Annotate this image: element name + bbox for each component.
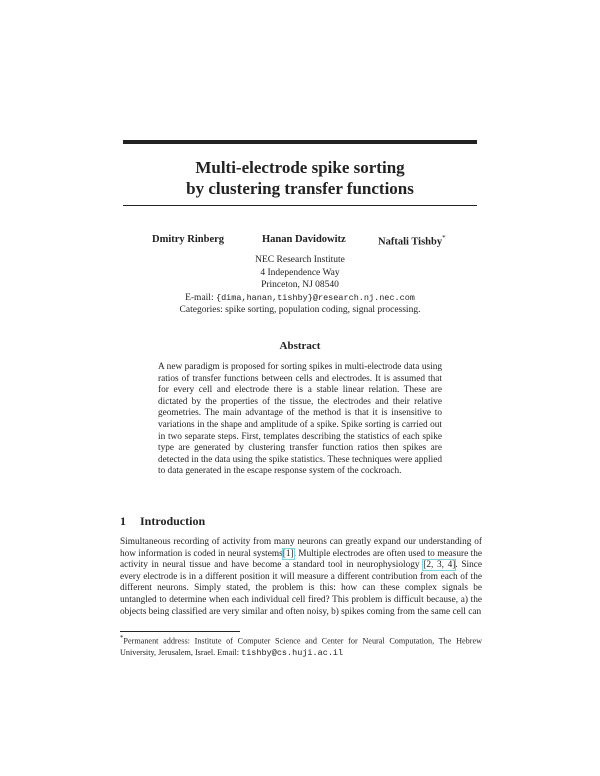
footnote-mark: * <box>120 635 124 642</box>
intro-text-2: . Multiple electrodes are often used to measure the activity in neural tissue and have become a standard tool in neurophysiology <box>120 548 482 571</box>
author-3-name: Naftali Tishby <box>378 236 443 248</box>
author-footnote-mark: * <box>442 234 446 242</box>
abstract-text: A new paradigm is proposed for sorting spikes in multi-electrode data using ratios of transfer functions between cells and electrodes. It is assumed that for every cell and electrode there is a stable linear relation. These are dictated by the properties of the tissue, the electrodes and their relative geometries. The main advantage of the method is that it is insensitive to variations in the shape and amplitude of a spike. Spike sorting is carried out in two separate steps. First, templates describing the statistics of each spike type are generated by clustering transfer function ratios then spikes are detected in the data using the spike statistics. These techniques were applied to data generated in the escape response system of the cockroach. <box>158 362 442 477</box>
affiliation-block <box>120 254 480 317</box>
institute: NEC Research Institute <box>255 255 345 265</box>
section-title: Introduction <box>140 514 206 528</box>
intro-text-1: Simultaneous recording of activity from many neurons can greatly expand our understanding of how information is coded in neural systems <box>120 537 482 559</box>
email-label: E-mail: <box>185 292 214 303</box>
section-number: 1 <box>120 514 126 528</box>
title-rule-bottom <box>123 205 477 206</box>
paper-title <box>100 157 500 199</box>
citation-link-2[interactable]: [2, 3, 4] <box>423 560 456 571</box>
email-line <box>120 292 480 305</box>
footnote <box>120 633 482 659</box>
footnote-email: tishby@cs.huji.ac.il <box>241 647 344 658</box>
section-heading-introduction <box>120 514 205 529</box>
footnote-text: Permanent address: Institute of Computer Science and Center for Neural Computation, The Hebrew University, Jerusalem, Israel. Email: <box>120 636 482 657</box>
author-1: Dmitry Rinberg <box>152 234 225 245</box>
city: Princeton, NJ 08540 <box>261 280 339 290</box>
intro-text-3: . Since every electrode is in a different position it will measure a different contribution from each of the different neurons. Simply stated, the problem is this: how can these complex signals be untangled to determine when each individual cell fired? This problem is difficult because, a) the objects being classified are very similar and often noisy, b) spikes coming from the same cell can <box>120 560 482 617</box>
title-rule-top <box>123 140 477 144</box>
abstract-heading: Abstract <box>279 340 321 352</box>
street: 4 Independence Way <box>260 267 340 278</box>
footnote-rule <box>120 631 240 632</box>
author-3 <box>378 234 446 248</box>
citation-link-1[interactable]: [1] <box>282 548 294 559</box>
email-address: {dima,hanan,tishby}@research.nj.nec.com <box>215 292 415 303</box>
title-line-2: by clustering transfer functions <box>186 179 414 198</box>
categories: Categories: spike sorting, population coding, signal processing. <box>179 305 421 315</box>
author-2: Hanan Davidowitz <box>262 234 346 245</box>
title-line-1: Multi-electrode spike sorting <box>195 158 405 177</box>
introduction-paragraph <box>120 537 482 618</box>
